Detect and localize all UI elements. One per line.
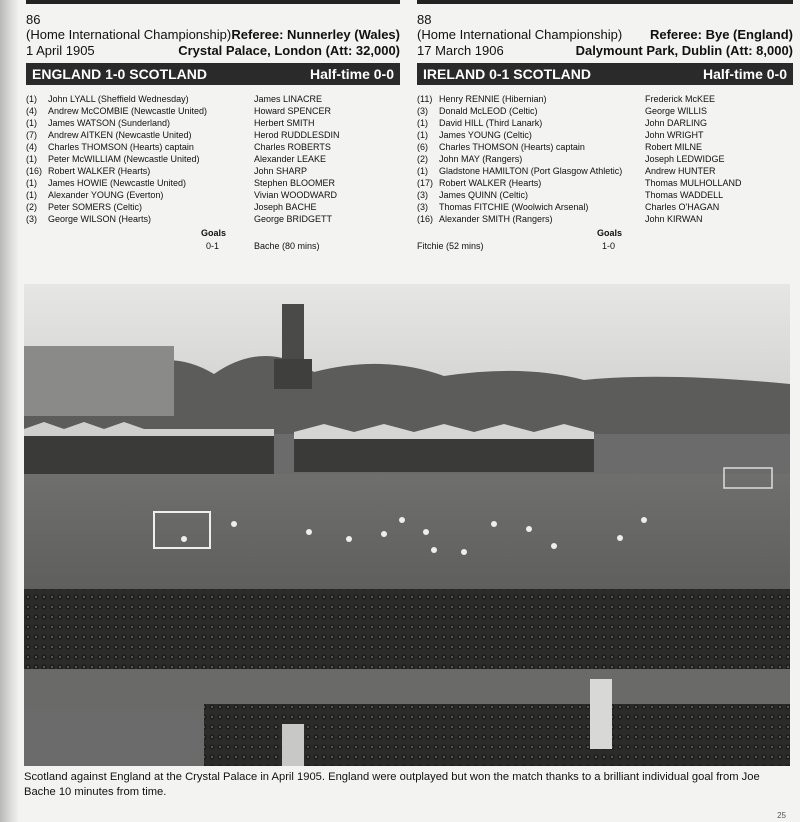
match-header-row-1 — [26, 27, 400, 43]
ireland-player: Thomas WADDELL — [645, 190, 724, 200]
tower-base — [274, 359, 312, 389]
caps: (1) — [417, 166, 428, 176]
referee: Referee: Nunnerley (Wales) — [231, 27, 400, 42]
scotland-player: David HILL (Third Lanark) — [439, 118, 543, 128]
ireland-player: Frederick McKEE — [645, 94, 716, 104]
scotland-player: Gladstone HAMILTON (Port Glasgow Athletic) — [439, 166, 623, 176]
match-86-block — [26, 12, 400, 253]
caps: (3) — [417, 106, 428, 116]
scotland-player: James QUINN (Celtic) — [439, 190, 529, 200]
lineup-row — [417, 153, 793, 165]
match-88-block — [417, 12, 793, 253]
running-score: 0-1 — [206, 241, 220, 251]
lineup-row — [417, 201, 793, 213]
lineup-row — [417, 165, 793, 177]
scotland-player: Thomas FITCHIE (Woolwich Arsenal) — [439, 202, 589, 212]
scotland-player: Charles THOMSON (Hearts) captain — [48, 142, 194, 152]
caps: (1) — [417, 130, 428, 140]
half-time: Half-time 0-0 — [309, 66, 394, 82]
scotland-player: Andrew AITKEN (Newcastle United) — [48, 130, 192, 140]
caps: (3) — [417, 202, 428, 212]
goals-section — [26, 227, 400, 253]
post-left — [282, 724, 304, 766]
lineup-row — [26, 105, 400, 117]
caps: (2) — [417, 154, 428, 164]
caps: (3) — [417, 190, 428, 200]
caps: (1) — [26, 94, 37, 104]
scotland-player: Andrew McCOMBIE (Newcastle United) — [48, 106, 208, 116]
lineup-row — [417, 93, 793, 105]
scotland-player: James WATSON (Sunderland) — [48, 118, 171, 128]
scotland-player: Robert WALKER (Hearts) — [48, 166, 151, 176]
result-bar — [26, 63, 400, 85]
result-bar — [417, 63, 793, 85]
half-time: Half-time 0-0 — [702, 66, 787, 82]
lineup-row — [26, 201, 400, 213]
photo-caption: Scotland against England at the Crystal Palace in April 1905. England were outplayed but won the match thanks to a brilliant individual goal from Joe Bache 10 minutes from time. — [24, 771, 760, 798]
match-date: 17 March 1906 — [417, 43, 504, 58]
england-player: Stephen BLOOMER — [254, 178, 336, 188]
referee: Referee: Bye (England) — [649, 27, 793, 42]
photo-illustration — [24, 284, 790, 766]
book-binding-shadow — [0, 0, 18, 822]
lineup-row — [417, 213, 793, 225]
competition: (Home International Championship) — [417, 27, 623, 42]
match-header-row-2 — [417, 43, 793, 59]
running-score: 1-0 — [602, 241, 616, 251]
match-header-row-1 — [417, 27, 793, 43]
lineup-row — [26, 93, 400, 105]
caps: (1) — [417, 118, 428, 128]
top-rule-right — [417, 0, 793, 4]
ireland-player: Robert MILNE — [645, 142, 703, 152]
lineup-row — [26, 129, 400, 141]
england-player: Vivian WOODWARD — [254, 190, 338, 200]
match-photograph — [24, 284, 790, 766]
england-player: Herbert SMITH — [254, 118, 315, 128]
match-number: 88 — [417, 12, 432, 27]
ireland-player: Thomas MULHOLLAND — [645, 178, 742, 188]
lineup-row — [26, 189, 400, 201]
caps: (2) — [26, 202, 37, 212]
result: IRELAND 0-1 SCOTLAND — [423, 66, 592, 82]
scotland-player: Peter McWILLIAM (Newcastle United) — [48, 154, 200, 164]
england-player: Alexander LEAKE — [254, 154, 327, 164]
england-player: Joseph BACHE — [254, 202, 317, 212]
lineup-row — [417, 105, 793, 117]
ireland-player: Joseph LEDWIDGE — [645, 154, 725, 164]
ireland-player: Charles O'HAGAN — [645, 202, 720, 212]
caps: (6) — [417, 142, 428, 152]
spectators-mid — [24, 589, 790, 669]
caps: (1) — [26, 118, 37, 128]
caps: (4) — [26, 106, 37, 116]
lineup-row — [26, 141, 400, 153]
england-player: Charles ROBERTS — [254, 142, 331, 152]
scotland-player: Robert WALKER (Hearts) — [439, 178, 542, 188]
caps: (1) — [26, 154, 37, 164]
goal-scorer: Bache (80 mins) — [254, 241, 320, 251]
lineup-row — [417, 129, 793, 141]
goal-scorer: Fitchie (52 mins) — [417, 241, 484, 251]
foreground-track — [24, 669, 790, 709]
caps: (3) — [26, 214, 37, 224]
post-right — [590, 679, 612, 749]
scotland-player: John LYALL (Sheffield Wednesday) — [48, 94, 189, 104]
scotland-player: George WILSON (Hearts) — [48, 214, 152, 224]
ireland-player: John WRIGHT — [645, 130, 704, 140]
caps: (7) — [26, 130, 37, 140]
scotland-player: Donald McLEOD (Celtic) — [439, 106, 538, 116]
scotland-player: Alexander YOUNG (Everton) — [48, 190, 164, 200]
england-player: James LINACRE — [254, 94, 323, 104]
match-header-row-2 — [26, 43, 400, 59]
grandstand-left — [24, 429, 274, 479]
caps: (17) — [417, 178, 434, 188]
lineup-row — [417, 141, 793, 153]
lineup-row — [26, 165, 400, 177]
lineup-table — [26, 93, 400, 225]
scotland-player: Henry RENNIE (Hibernian) — [439, 94, 547, 104]
lineup-table — [417, 93, 793, 225]
scotland-player: James HOWIE (Newcastle United) — [48, 178, 187, 188]
lineup-row — [26, 117, 400, 129]
venue: Crystal Palace, London (Att: 32,000) — [178, 43, 400, 58]
scotland-player: Charles THOMSON (Hearts) captain — [439, 142, 585, 152]
scotland-player: John MAY (Rangers) — [439, 154, 523, 164]
lineup-row — [417, 177, 793, 189]
palace-building — [24, 346, 174, 416]
ireland-player: John DARLING — [645, 118, 708, 128]
result: ENGLAND 1-0 SCOTLAND — [32, 66, 208, 82]
caps: (4) — [26, 142, 37, 152]
ireland-player: George WILLIS — [645, 106, 708, 116]
goals-section — [417, 227, 793, 253]
england-player: John SHARP — [254, 166, 308, 176]
lineup-row — [26, 213, 400, 225]
scotland-player: Peter SOMERS (Celtic) — [48, 202, 143, 212]
lineup-row — [417, 117, 793, 129]
caps: (16) — [26, 166, 43, 176]
england-player: George BRIDGETT — [254, 214, 333, 224]
venue: Dalymount Park, Dublin (Att: 8,000) — [575, 43, 793, 58]
goals-label: Goals — [201, 228, 227, 238]
match-number: 86 — [26, 12, 41, 27]
scotland-player: Alexander SMITH (Rangers) — [439, 214, 553, 224]
england-player: Howard SPENCER — [254, 106, 332, 116]
caps: (11) — [417, 94, 433, 104]
lineup-row — [417, 189, 793, 201]
ireland-player: Andrew HUNTER — [645, 166, 716, 176]
england-player: Herod RUDDLESDIN — [254, 130, 340, 140]
goals-label: Goals — [597, 228, 623, 238]
lineup-row — [26, 177, 400, 189]
caps: (16) — [417, 214, 434, 224]
caps: (1) — [26, 190, 37, 200]
match-date: 1 April 1905 — [26, 43, 95, 58]
top-rule-left — [26, 0, 400, 4]
page-number-fragment: 25 — [777, 811, 786, 820]
lineup-row — [26, 153, 400, 165]
competition: (Home International Championship) — [26, 27, 232, 42]
ireland-player: John KIRWAN — [645, 214, 703, 224]
caps: (1) — [26, 178, 37, 188]
scotland-player: James YOUNG (Celtic) — [439, 130, 532, 140]
